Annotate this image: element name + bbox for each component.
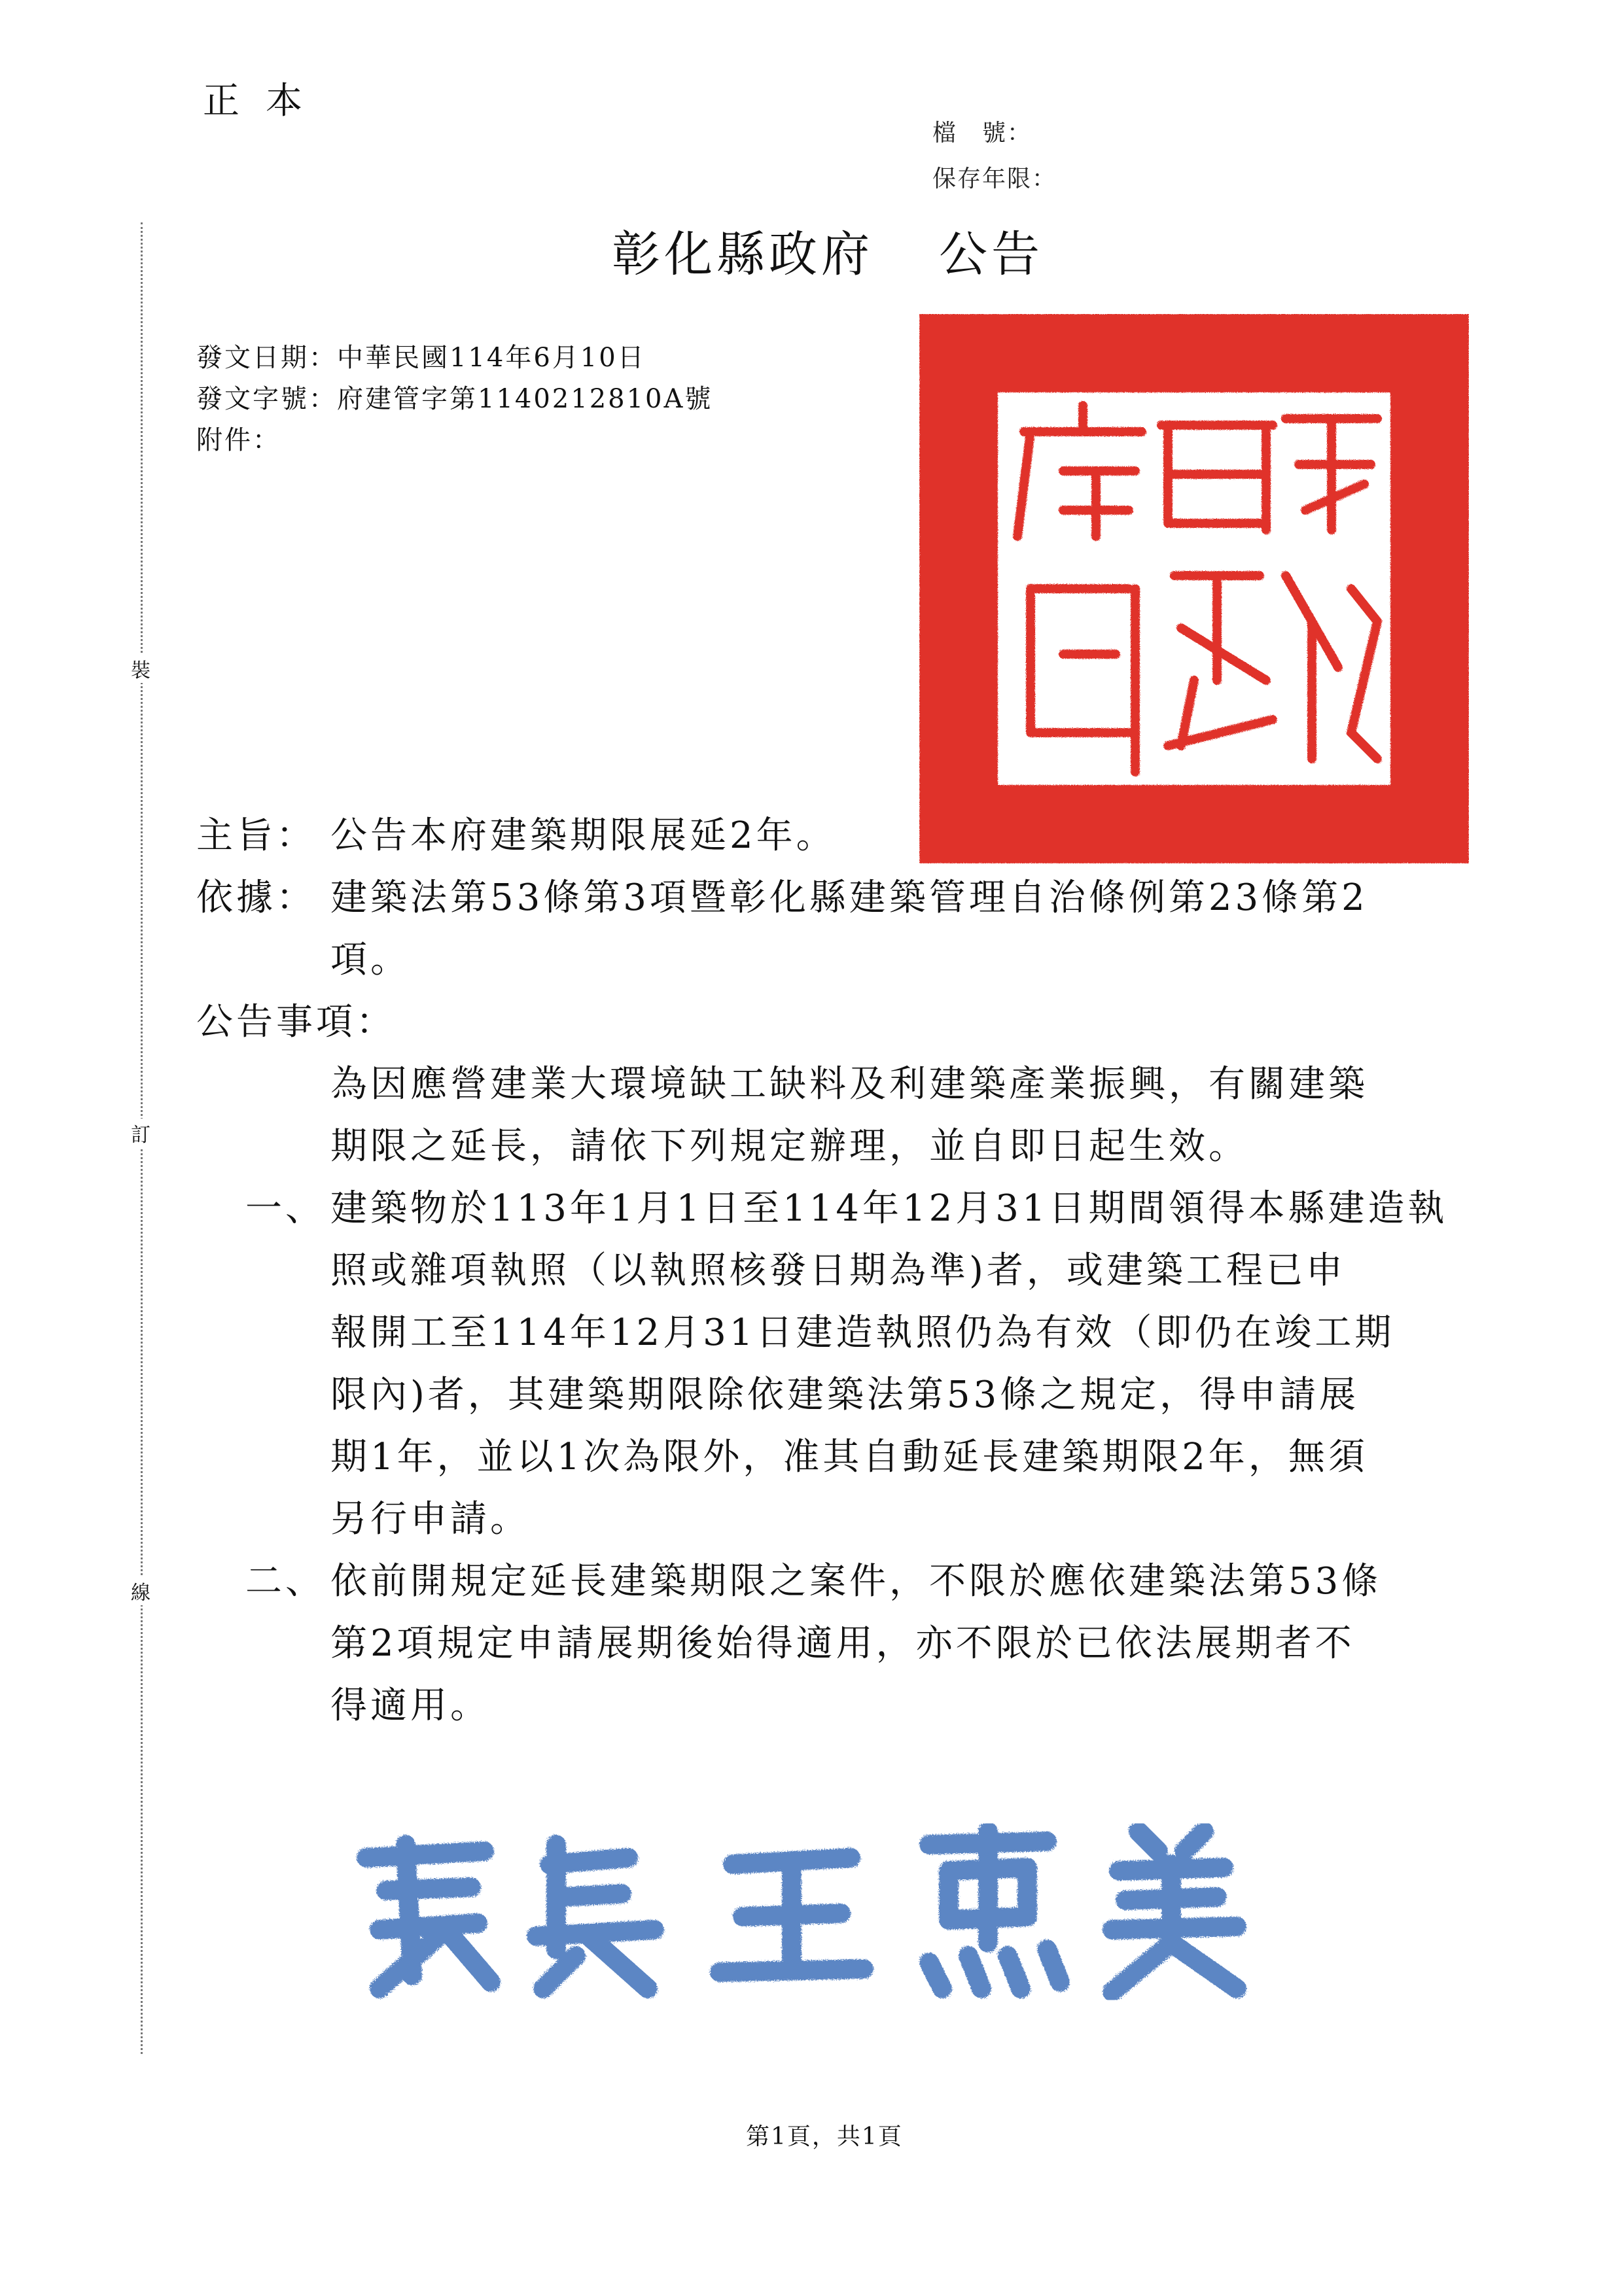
reference-number-value: 府建管字第1140212810A號 bbox=[337, 384, 713, 414]
reference-number-row bbox=[196, 378, 713, 415]
official-seal-stamp bbox=[919, 314, 1469, 863]
basis-text bbox=[330, 867, 1368, 991]
item-number: 二、 bbox=[245, 1560, 325, 1603]
issue-date-value: 中華民國114年6月10日 bbox=[337, 343, 646, 373]
issue-date-label: 發文日期： bbox=[196, 343, 337, 373]
subject-text: 公告本府建築期限展延2年。 bbox=[330, 814, 836, 857]
notice-item-line: 期1年，並以1次為限外，准其自動延長建築期限2年，無須 bbox=[330, 1436, 1368, 1478]
agency-name: 彰化縣政府 bbox=[612, 226, 874, 283]
notice-item-line: 報開工至114年12月31日建造執照仍為有效（即仍在竣工期 bbox=[330, 1312, 1395, 1354]
binding-mark-bind: 裝 bbox=[126, 654, 156, 683]
notice-intro-line: 期限之延長，請依下列規定辦理，並自即日起生效。 bbox=[330, 1125, 1248, 1168]
retention-period-label: 保存年限： bbox=[932, 165, 1057, 192]
basis-line: 項。 bbox=[330, 939, 410, 981]
notice-intro-line: 為因應營建業大環境缺工缺料及利建築產業振興，有關建築 bbox=[330, 1063, 1368, 1105]
subject-label: 主旨： bbox=[196, 814, 316, 857]
binding-mark-staple: 訂 bbox=[126, 1119, 156, 1147]
notice-item-2 bbox=[330, 1550, 1381, 1737]
notice-label: 公告事項： bbox=[196, 1001, 396, 1043]
attachment-label: 附件： bbox=[196, 425, 281, 455]
document-title bbox=[612, 216, 1044, 285]
copy-type-label: 正本 bbox=[203, 80, 328, 122]
notice-item-line: 依前開規定延長建築期限之案件，不限於應依建築法第53條 bbox=[330, 1560, 1382, 1603]
notice-item-line: 得適用。 bbox=[330, 1684, 490, 1727]
page-number: 第1頁，共1頁 bbox=[746, 2123, 903, 2150]
file-number-label: 檔 號： bbox=[932, 120, 1033, 147]
basis-label: 依據： bbox=[196, 877, 316, 919]
notice-item-line: 另行申請。 bbox=[330, 1498, 530, 1540]
notice-item-line: 照或雜項執照（以執照核發日期為準)者，或建築工程已申 bbox=[330, 1249, 1346, 1292]
magistrate-signature-stamp bbox=[340, 1805, 1269, 2002]
notice-intro bbox=[330, 1053, 1368, 1177]
item-number: 一、 bbox=[245, 1187, 325, 1230]
binding-mark-line: 線 bbox=[126, 1576, 156, 1605]
document-type: 公告 bbox=[939, 226, 1044, 283]
retention-period-field bbox=[932, 160, 1063, 194]
issue-date-row bbox=[196, 337, 646, 374]
file-number-field bbox=[932, 114, 1063, 148]
attachment-row bbox=[196, 419, 281, 457]
notice-item-line: 限內)者，其建築期限除依建築法第53條之規定，得申請展 bbox=[330, 1374, 1360, 1416]
notice-item-line: 建築物於113年1月1日至114年12月31日期間領得本縣建造執 bbox=[330, 1187, 1448, 1230]
basis-line: 建築法第53條第3項暨彰化縣建築管理自治條例第23條第2 bbox=[330, 877, 1368, 919]
reference-number-label: 發文字號： bbox=[196, 384, 337, 414]
notice-item-line: 第2項規定申請展期後始得適用，亦不限於已依法展期者不 bbox=[330, 1622, 1355, 1665]
notice-item-1 bbox=[330, 1177, 1448, 1550]
